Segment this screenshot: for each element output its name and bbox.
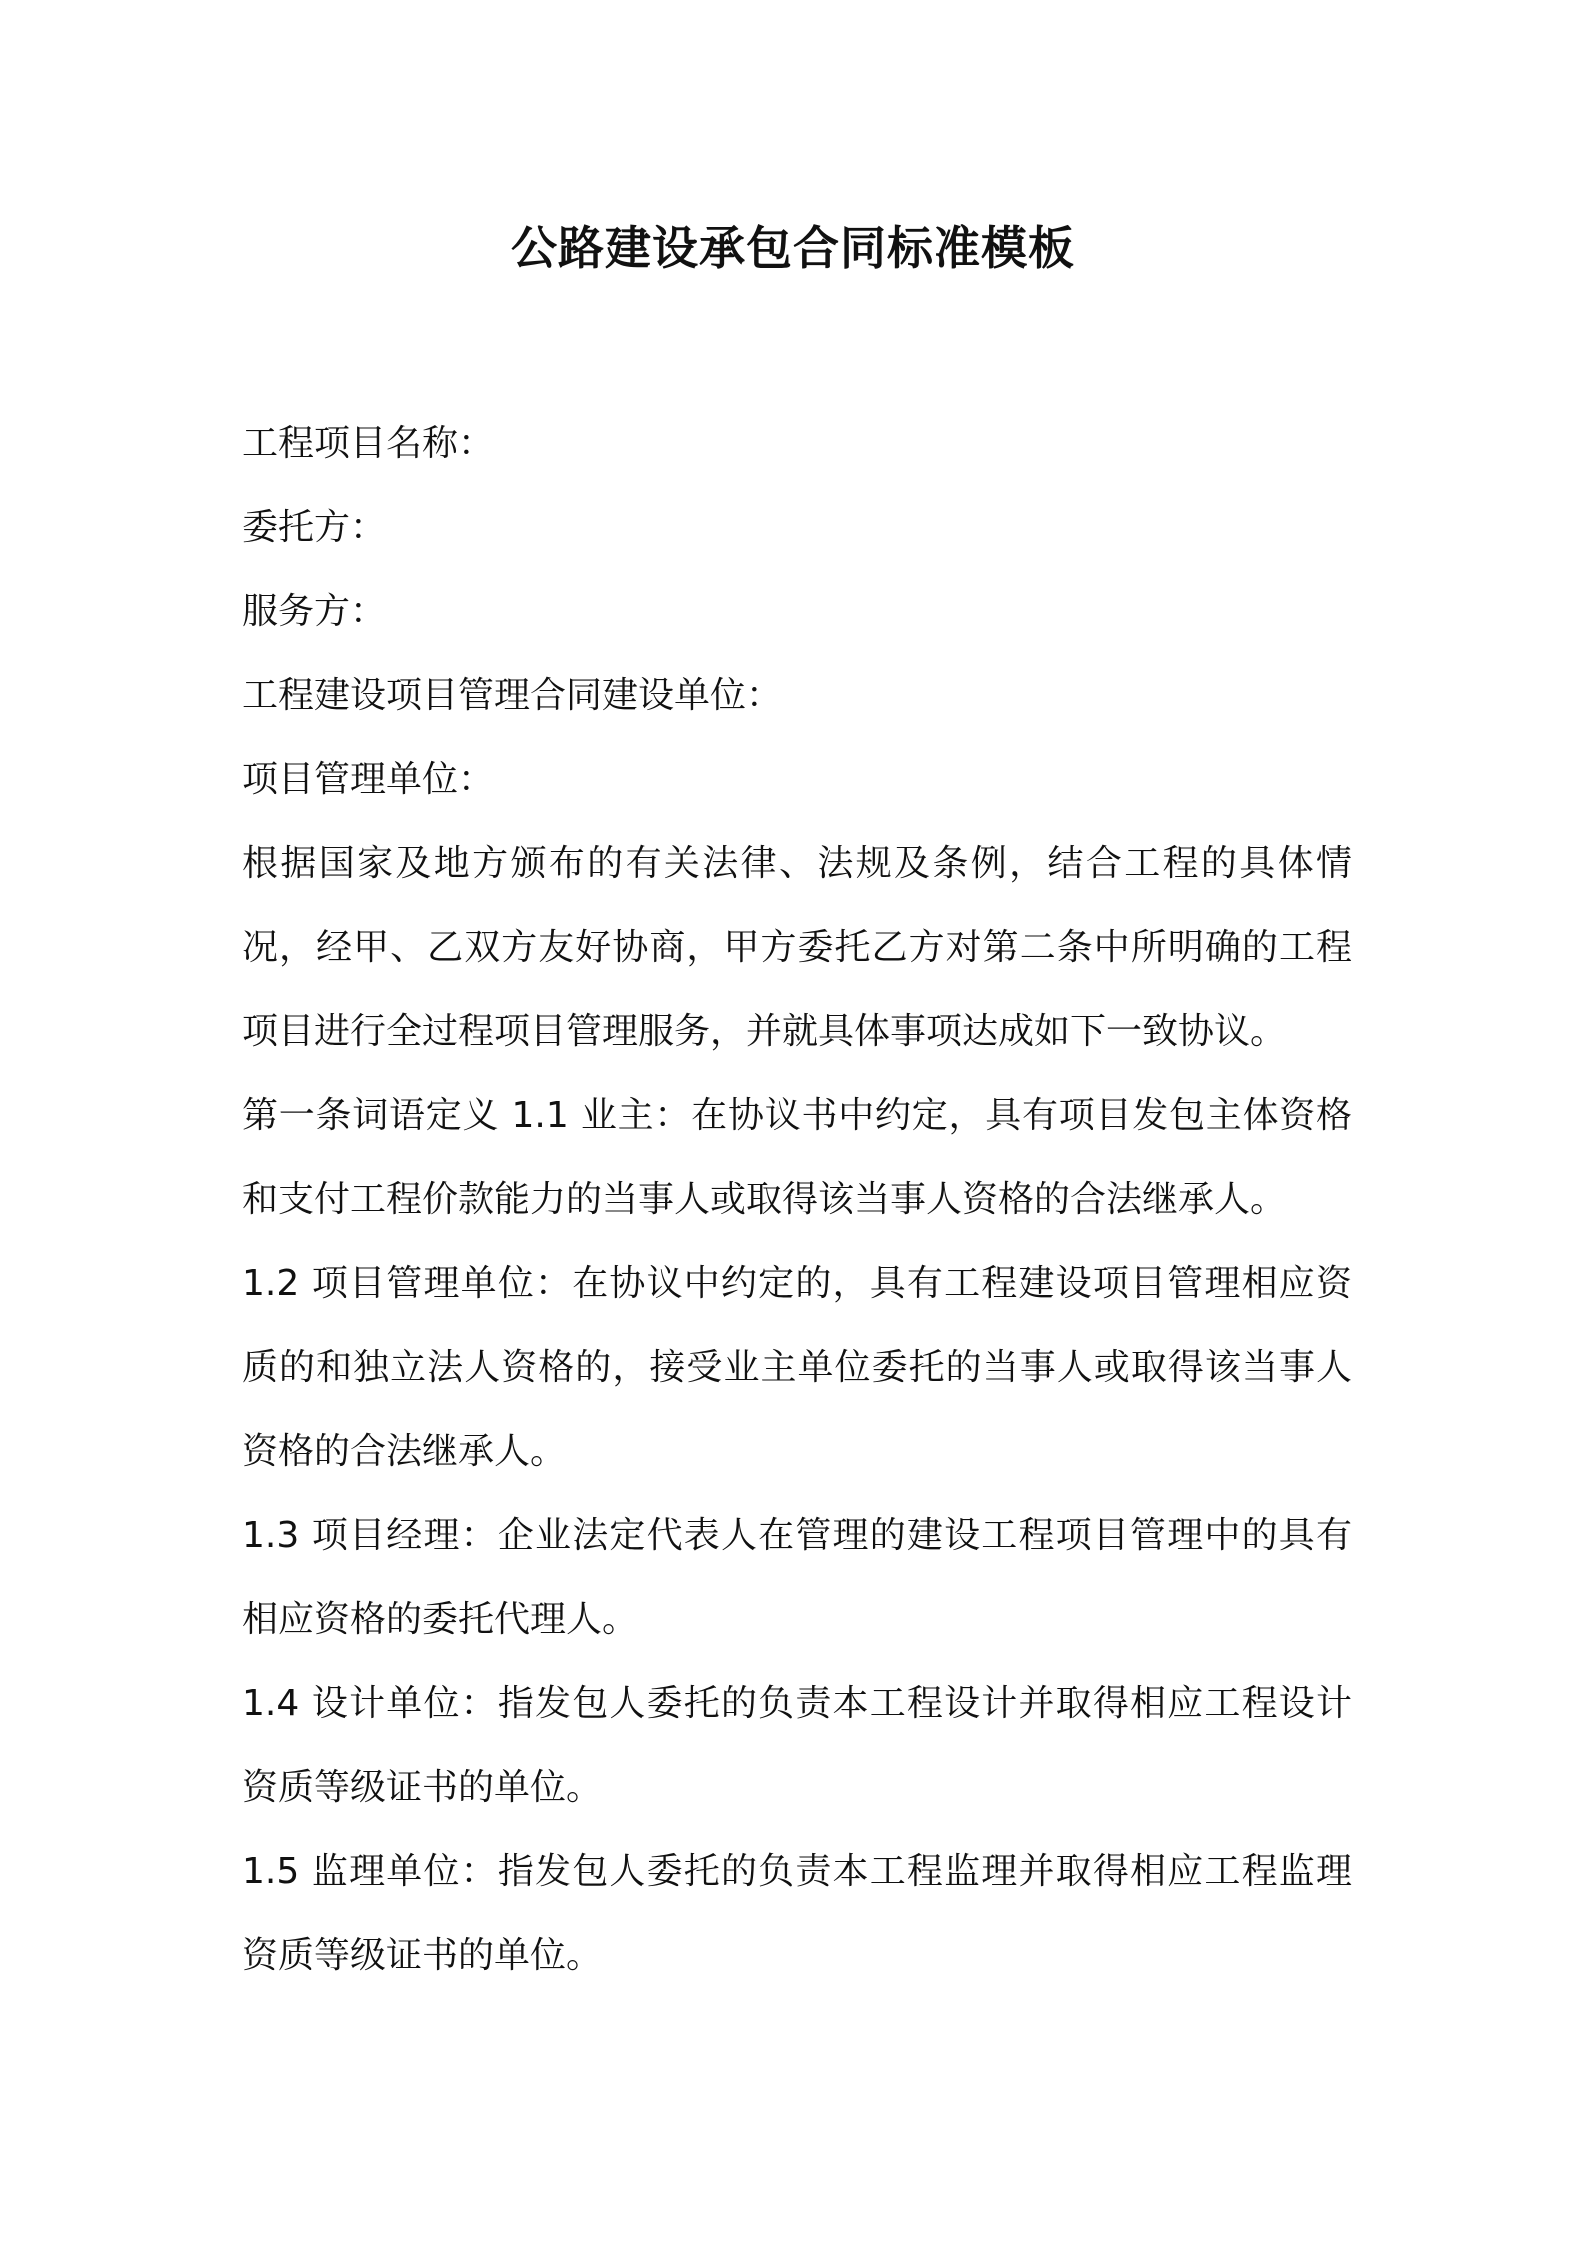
field-construction-unit: 工程建设项目管理合同建设单位：	[242, 675, 783, 716]
field-client: 委托方：	[242, 507, 387, 548]
document-title: 公路建设承包合同标准模板	[511, 221, 1075, 275]
document-body	[242, 402, 1352, 1998]
field-service-provider: 服务方：	[242, 591, 387, 632]
paragraph-definition-1-2: 1.2 项目管理单位：在协议中约定的，具有工程建设项目管理相应资质的和独立法人资格的，接受业主单位委托的当事人或取得该当事人资格的合法继承人。	[242, 1263, 1352, 1472]
field-project-name: 工程项目名称：	[242, 423, 495, 464]
field-management-unit: 项目管理单位：	[242, 759, 495, 800]
paragraph-preamble: 根据国家及地方颁布的有关法律、法规及条例，结合工程的具体情况，经甲、乙双方友好协商，甲方委托乙方对第二条中所明确的工程项目进行全过程项目管理服务，并就具体事项达成如下一致协议。	[242, 843, 1352, 1052]
paragraph-definition-1-4: 1.4 设计单位：指发包人委托的负责本工程设计并取得相应工程设计资质等级证书的单位。	[242, 1683, 1352, 1808]
paragraph-definition-1-5: 1.5 监理单位：指发包人委托的负责本工程监理并取得相应工程监理资质等级证书的单位。	[242, 1851, 1352, 1976]
paragraph-definition-1-3: 1.3 项目经理：企业法定代表人在管理的建设工程项目管理中的具有相应资格的委托代理人。	[242, 1515, 1352, 1640]
paragraph-definition-1-1: 第一条词语定义 1.1 业主：在协议书中约定，具有项目发包主体资格和支付工程价款能力的当事人或取得该当事人资格的合法继承人。	[242, 1095, 1352, 1220]
